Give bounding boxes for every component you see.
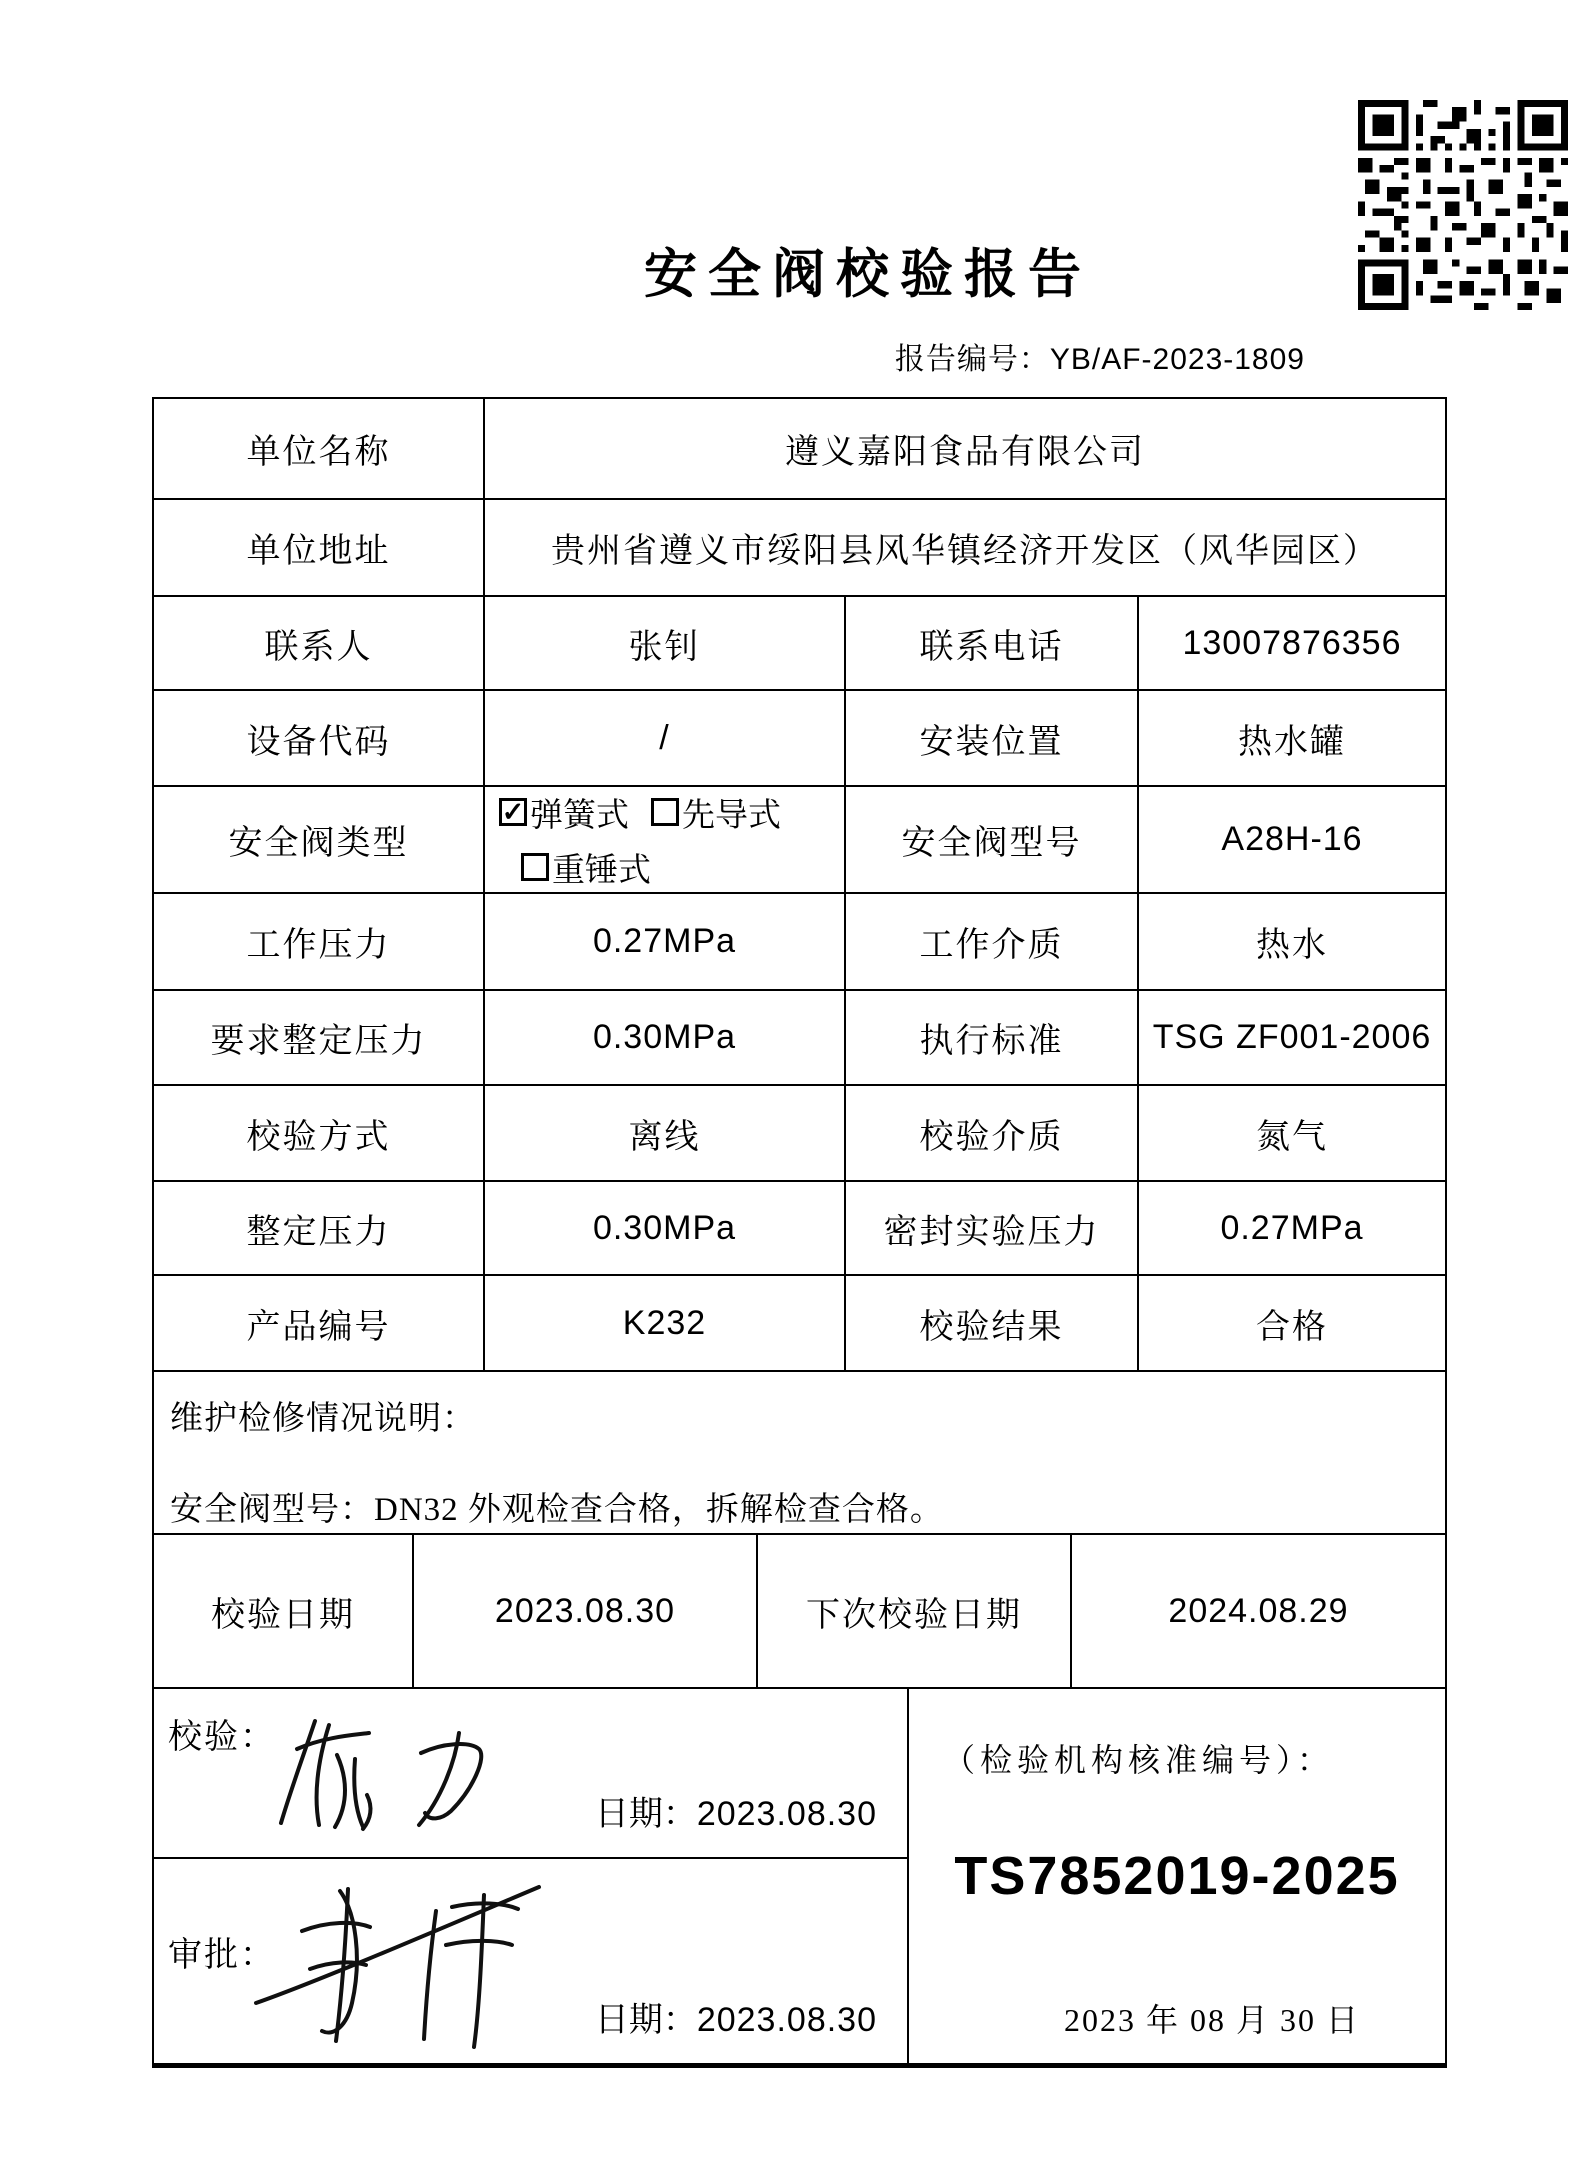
valve-type-options: [483, 787, 844, 892]
table-row-contact: [154, 595, 1445, 689]
verify-medium-label: 校验介质: [844, 1086, 1137, 1180]
phone-label: 联系电话: [844, 597, 1137, 689]
maintenance-note-title: 维护检修情况说明：: [170, 1401, 476, 1437]
contact-value: 张钊: [483, 597, 844, 689]
checkbox-checked-icon: [499, 798, 527, 826]
contact-label: 联系人: [264, 628, 373, 666]
report-number: [600, 334, 1305, 378]
verifier-cell: [154, 1689, 907, 1857]
table-row-work-pressure: [154, 892, 1445, 989]
approver-cell: [154, 1857, 907, 2063]
option-weight-label: 重锤式: [552, 852, 651, 889]
verify-method-value: 离线: [483, 1086, 844, 1180]
report-number-value: YB/AF-2023-1809: [1049, 343, 1305, 376]
signoff-section: [154, 1687, 1445, 2063]
install-position-value: 热水罐: [1137, 691, 1445, 785]
table-row-unit-name: [154, 399, 1445, 498]
table-row-verify-method: [154, 1084, 1445, 1180]
standard-label: 执行标准: [844, 991, 1137, 1084]
org-date: 2023 年 08 月 30 日: [1063, 2002, 1360, 2038]
required-set-pressure-value: 0.30MPa: [483, 991, 844, 1084]
valve-type-line2: [521, 844, 651, 891]
checkbox-empty-icon: [521, 853, 549, 881]
inspection-org-cell: [907, 1689, 1445, 2063]
page-title: 安全阀校验报告: [644, 246, 1092, 304]
verify-date-line: 日期：2023.08.30: [594, 1795, 877, 1834]
set-pressure-label: 整定压力: [246, 1213, 391, 1251]
work-medium-value: 热水: [1137, 894, 1445, 989]
next-verify-date-label: 下次校验日期: [756, 1535, 1070, 1687]
valve-type-label: 安全阀类型: [228, 825, 409, 862]
verify-date-value: 2023.08.30: [412, 1535, 756, 1687]
report-number-label: 报告编号：: [894, 343, 1050, 376]
verify-method-label: 校验方式: [246, 1118, 391, 1156]
work-pressure-value: 0.27MPa: [483, 894, 844, 989]
unit-name-value: 遵义嘉阳食品有限公司: [483, 399, 1445, 498]
verify-result-value: 合格: [1137, 1276, 1445, 1370]
table-row-device-code: [154, 689, 1445, 785]
seal-test-pressure-value: 0.27MPa: [1137, 1182, 1445, 1274]
valve-type-line1: [499, 789, 781, 836]
org-approval-code: TS7852019-2025: [954, 1846, 1400, 1906]
table-row-unit-address: [154, 498, 1445, 595]
valve-model-label: 安全阀型号: [844, 787, 1137, 892]
work-medium-label: 工作介质: [844, 894, 1137, 989]
verify-date-label: 校验日期: [211, 1596, 355, 1634]
verify-medium-value: 氮气: [1137, 1086, 1445, 1180]
device-code-value: /: [483, 691, 844, 785]
signoff-left-column: [154, 1689, 907, 2063]
device-code-label: 设备代码: [246, 723, 391, 761]
product-no-value: K232: [483, 1276, 844, 1370]
table-row-required-set-pressure: [154, 989, 1445, 1084]
verifier-signature: [269, 1707, 519, 1842]
next-verify-date-value: 2024.08.29: [1070, 1535, 1445, 1687]
checkbox-empty-icon: [651, 798, 679, 826]
approve-date-line: 日期：2023.08.30: [594, 2001, 877, 2039]
install-position-label: 安装位置: [844, 691, 1137, 785]
approver-signature: [244, 1873, 554, 2053]
table-row-product-no: [154, 1274, 1445, 1370]
seal-test-pressure-label: 密封实验压力: [844, 1182, 1137, 1274]
maintenance-note-cell: [154, 1370, 1445, 1533]
set-pressure-value: 0.30MPa: [483, 1182, 844, 1274]
maintenance-note-body: 安全阀型号：DN32 外观检查合格，拆解检查合格。: [170, 1492, 944, 1528]
unit-address-label: 单位地址: [246, 533, 391, 570]
standard-value: TSG ZF001-2006: [1137, 991, 1445, 1084]
option-spring-label: 弹簧式: [530, 797, 629, 834]
product-no-label: 产品编号: [246, 1308, 391, 1346]
unit-address-value: 贵州省遵义市绥阳县风华镇经济开发区（风华园区）: [483, 500, 1445, 595]
table-row-set-pressure: [154, 1180, 1445, 1274]
unit-name-label: 单位名称: [246, 434, 391, 471]
table-row-valve-type: [154, 785, 1445, 892]
approver-label: 审批：: [168, 1937, 276, 1975]
required-set-pressure-label: 要求整定压力: [210, 1023, 427, 1060]
org-approval-label: （检验机构核准编号）：: [943, 1742, 1335, 1778]
option-pilot-label: 先导式: [682, 797, 781, 834]
qr-code: [1358, 97, 1568, 313]
phone-value: 13007876356: [1137, 597, 1445, 689]
verifier-label: 校验：: [168, 1719, 276, 1756]
table-row-dates: [154, 1533, 1445, 1687]
work-pressure-label: 工作压力: [246, 927, 391, 964]
valve-model-value: A28H-16: [1137, 787, 1445, 892]
report-table: [152, 397, 1447, 2068]
verify-result-label: 校验结果: [844, 1276, 1137, 1370]
